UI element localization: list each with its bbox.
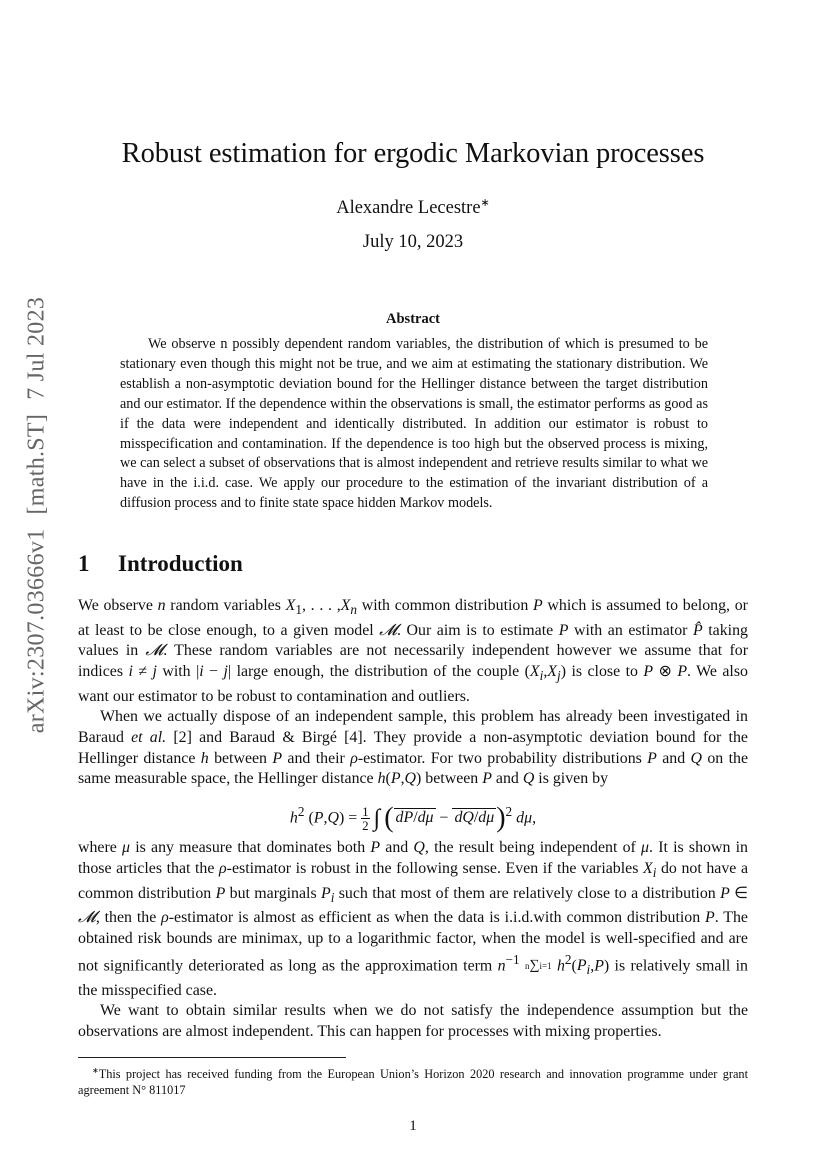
hellinger-equation: $h^2$ (P,Q) = $\frac{1}{2}$ ∫ ( dP/dμ − dQ/dμ)$^2$ dμ, — [289, 802, 537, 834]
arxiv-date: 7 Jul 2023 — [23, 296, 50, 400]
paper-title: Robust estimation for ergodic Markovian processes — [121, 138, 705, 169]
abstract-heading: Abstract — [386, 311, 440, 327]
author-line — [0, 196, 826, 219]
paper-date: July 10, 2023 — [362, 232, 464, 252]
arxiv-sidebar-stamp — [15, 296, 59, 734]
footnote-mark: ∗ — [92, 1066, 99, 1075]
abstract-text: We observe n possibly dependent random variables, the distribution of which is presumed to be stationary even though this might not be true, and we aim at estimating the stationary distribution. We establish a non-asymptotic deviation bound for the Hellinger distance between the target distribution and our estimator. If the dependence within the observations is small, the estimator performs as good as if the data were independent and identically distributed. In addition our estimator is robust to misspecification and contamination. If the dependence is too high but the observed process is mixing, we can select a subset of observations that is almost independent and retrieve results similar to what we have in the i.i.d. case. We apply our procedure to the estimation of the invariant distribution of a diffusion process and to finite state space hidden Markov models. — [120, 336, 708, 512]
arxiv-identifier — [24, 297, 51, 733]
intro-paragraph-3: where μ is any measure that dominates both P and Q, the result being independent of μ. It is shown in those articles that the ρ-estimator is robust in the following sense. Even if the variables $X_i$ do not have a common distribution P but marginals $P_i$ such that most of them are relatively close to a distribution P ∈ 𝓜, then the ρ-estimator is almost as efficient as when the data is i.i.d.with common distribution P. The obtained risk bounds are minimax, up to a logarithmic factor, when the model is well-specified and are not significantly deteriorated as long as the approximation term $n^{-1}$ n∑i=1 $h^2(P_i,P)$ is relatively small in the misspecified case. — [78, 839, 748, 999]
author-name: Alexandre Lecestre — [336, 198, 481, 219]
intro-paragraph-2: When we actually dispose of an independent sample, this problem has already been investigated in Baraud et al. [2] and Baraud & Birgé [4]. They provide a non-asymptotic deviation bound for the Hellinger distance h between P and their ρ-estimator. For two probability distributions P and Q on the same measurable space, the Hellinger distance h(P,Q) between P and Q is given by — [78, 708, 749, 788]
intro-paragraph-1: We observe n random variables $X_1$, . . . $,X_n$ with common distribution P which is assumed to belong, or at least to be close enough, to a given model 𝓜. Our aim is to estimate P with an estimator P̂ taking values in 𝓜. These random variables are not necessarily independent however we assume that for indices i ≠ j with |i − j| large enough, the distribution of the couple $(X_i,X_j)$ is close to P ⊗ P. We also want our estimator to be robust to contamination and outliers. — [78, 597, 748, 705]
page-number: 1 — [409, 1118, 417, 1134]
footnote-divider — [78, 1057, 346, 1058]
footnote — [78, 1063, 748, 1098]
introduction-body — [78, 596, 748, 1042]
footnote-text: This project has received funding from the European Union’s Horizon 2020 research and innovation programme under grant agreement N° 811017 — [78, 1067, 748, 1098]
section-heading — [78, 551, 243, 577]
arxiv-category: [math.ST] — [23, 413, 50, 515]
arxiv-id: arXiv:2307.03666v1 — [23, 528, 50, 734]
section-title: Introduction — [118, 551, 243, 576]
section-number: 1 — [78, 551, 90, 576]
author-footnote-mark: ∗ — [480, 197, 490, 209]
intro-paragraph-4: We want to obtain similar results when we do not satisfy the independence assumption but the observations are almost independent. This can happen for processes with mixing properties. — [78, 1002, 748, 1040]
